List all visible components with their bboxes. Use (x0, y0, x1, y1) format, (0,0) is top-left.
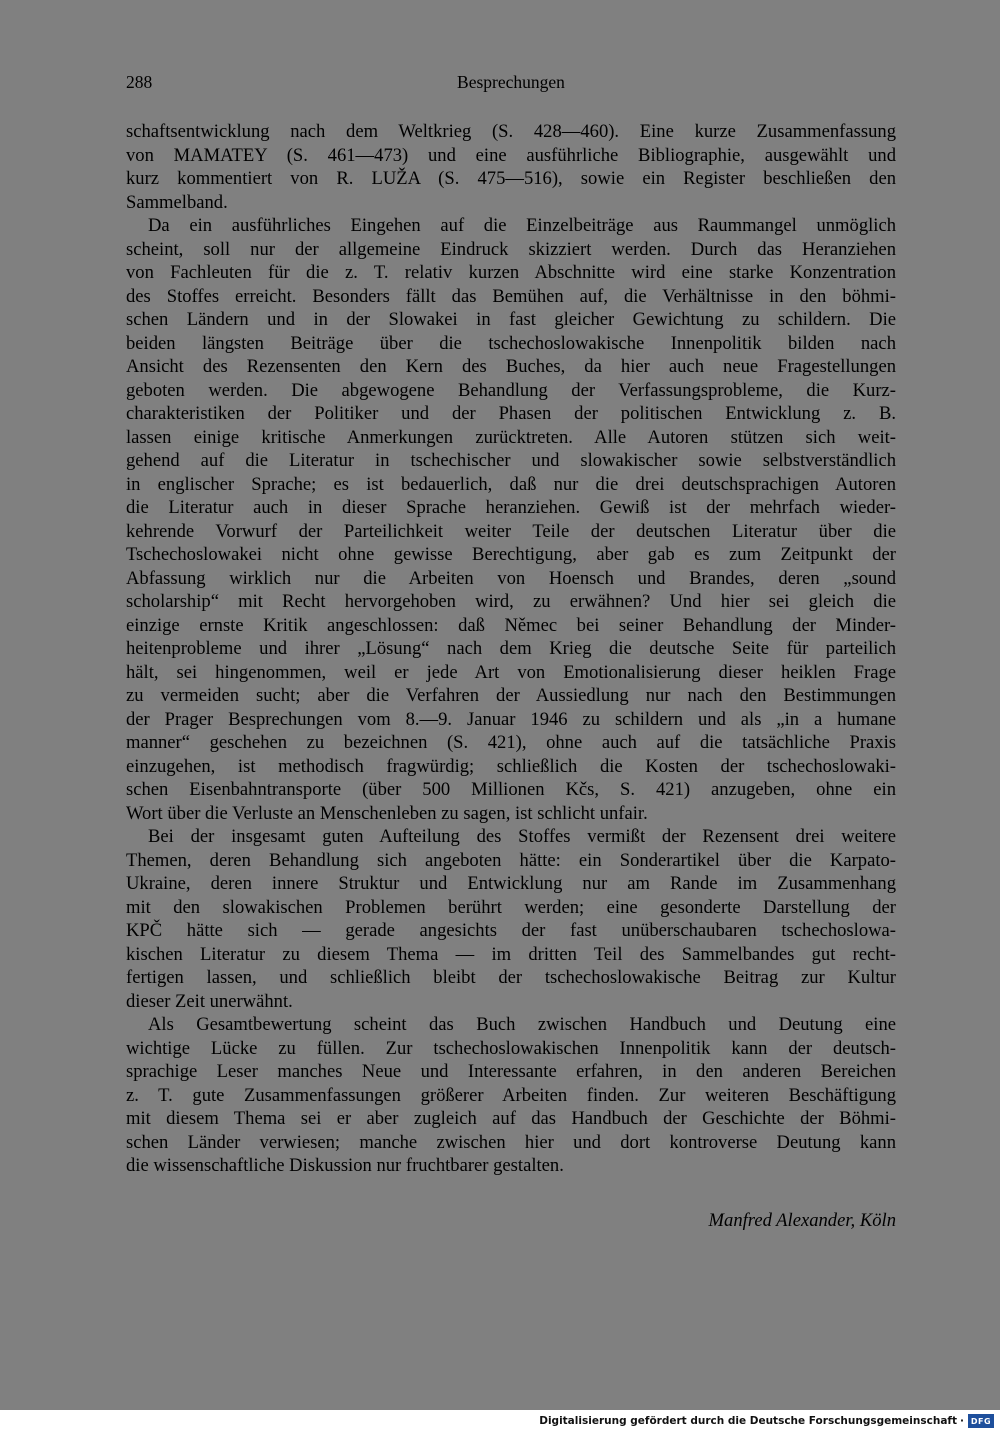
text-line: schen Länder verwiesen; manche zwischen hier und dort kontroverse Deutung kann (126, 1131, 896, 1153)
text-line: scholarship“ mit Recht hervorgehoben wird, zu erwähnen? Und hier sei gleich die (126, 591, 896, 612)
text-line: KPČ hätte sich — gerade angesichts der fast unüberschaubaren tschechoslowa- (126, 920, 896, 941)
text-line: sprachige Leser manches Neue und Interessante erfahren, in den anderen Bereichen (126, 1061, 896, 1082)
text-line: kurz kommentiert von R. LUŽA (S. 475—516), sowie ein Register beschließen den (126, 168, 896, 189)
paragraph (126, 214, 896, 825)
text-line: scheint, soll nur der allgemeine Eindruck skizziert werden. Durch das Heranziehen (126, 238, 896, 260)
text-line: schaftsentwicklung nach dem Weltkrieg (S. 428—460). Eine kurze Zusammenfassung (126, 121, 896, 142)
paragraph (126, 1013, 896, 1178)
text-line: gehend auf die Literatur in tschechischer und slowakischer sowie selbstverständlich (126, 450, 896, 471)
text-line: die wissenschaftliche Diskussion nur fruchtbarer gestalten. (126, 1155, 564, 1176)
text-line: manner“ geschehen zu bezeichnen (S. 421), ohne auch auf die tatsächliche Praxis (126, 732, 896, 753)
text-line: z. T. gute Zusammenfassungen größerer Arbeiten finden. Zur weiteren Beschäftigung (126, 1084, 896, 1106)
text-line: wichtige Lücke zu füllen. Zur tschechoslowakischen Innenpolitik kann der deutsch- (126, 1037, 896, 1059)
footer-separator: · (960, 1415, 964, 1427)
article-body (126, 120, 896, 1178)
page-header (126, 72, 896, 98)
text-line: schen Eisenbahntransporte (über 500 Millionen Kčs, S. 421) anzugeben, ohne ein (126, 779, 896, 800)
text-line: einzugehen, ist methodisch fragwürdig; schließlich die Kosten der tschechoslowaki- (126, 755, 896, 777)
text-line: dieser Zeit unerwähnt. (126, 990, 293, 1012)
text-line: Tschechoslowakei nicht ohne gewisse Berechtigung, aber gab es zum Zeitpunkt der (126, 544, 896, 565)
text-line: Ansicht des Rezensenten den Kern des Buches, da hier auch neue Fragestellungen (126, 356, 896, 377)
text-line: von MAMATEY (S. 461—473) und eine ausführliche Bibliographie, ausgewählt und (126, 144, 896, 166)
text-line: zu vermeiden sucht; aber die Verfahren der Aussiedlung nur nach den Bestimmungen (126, 685, 896, 706)
text-line: einzige ernste Kritik angeschlossen: daß Němec bei seiner Behandlung der Minder- (126, 614, 896, 636)
page-number: 288 (126, 72, 153, 92)
text-line: mit den slowakischen Problemen berührt werden; eine gesonderte Darstellung der (126, 896, 896, 918)
digitization-footer (539, 1412, 994, 1430)
dfg-logo-icon: DFG (968, 1414, 994, 1428)
running-head: Besprechungen (457, 72, 565, 92)
text-line: Da ein ausführliches Eingehen auf die Einzelbeiträge aus Raummangel unmöglich (148, 215, 896, 236)
text-line: schen Ländern und in der Slowakei in fast gleicher Gewichtung zu schildern. Die (126, 309, 896, 330)
text-line: mit diesem Thema sei er aber zugleich auf das Handbuch der Geschichte der Böhmi- (126, 1108, 896, 1129)
text-line: geboten werden. Die abgewogene Behandlung der Verfassungsprobleme, die Kurz- (126, 379, 896, 401)
text-line: Themen, deren Behandlung sich angeboten hätte: ein Sonderartikel über die Karpato- (126, 849, 896, 871)
text-line: kehrende Vorwurf der Parteilichkeit weiter Teile der deutschen Literatur über die (126, 520, 896, 542)
text-line: hält, sei hingenommen, weil er jede Art von Emotionalisierung dieser heiklen Frage (126, 661, 896, 683)
text-line: die Literatur auch in dieser Sprache heranziehen. Gewiß ist der mehrfach wieder- (126, 497, 896, 518)
funding-note: Digitalisierung gefördert durch die Deutsche Forschungsgemeinschaft (539, 1415, 957, 1427)
text-line: Als Gesamtbewertung scheint das Buch zwischen Handbuch und Deutung eine (148, 1014, 896, 1035)
text-line: Wort über die Verluste an Menschenleben zu sagen, ist schlicht unfair. (126, 802, 648, 824)
text-line: Sammelband. (126, 191, 228, 213)
paragraph (126, 120, 896, 214)
text-line: des Stoffes erreicht. Besonders fällt das Bemühen auf, die Verhältnisse in den böhmi- (126, 285, 896, 307)
text-line: fertigen lassen, und schließlich bleibt der tschechoslowakische Beitrag zur Kultur (126, 967, 896, 988)
text-line: der Prager Besprechungen vom 8.—9. Januar 1946 zu schildern und als „in a humane (126, 708, 896, 730)
text-line: heitenprobleme und ihrer „Lösung“ nach dem Krieg die deutsche Seite für parteilich (126, 638, 896, 659)
text-line: kischen Literatur zu diesem Thema — im dritten Teil des Sammelbandes gut recht- (126, 943, 896, 965)
text-line: von Fachleuten für die z. T. relativ kurzen Abschnitte wird eine starke Konzentration (126, 262, 896, 283)
text-line: in englischer Sprache; es ist bedauerlich, daß nur die drei deutschsprachigen Autoren (126, 473, 896, 495)
text-line: Abfassung wirklich nur die Arbeiten von Hoensch und Brandes, deren „sound (126, 567, 896, 589)
author-signature: Manfred Alexander, Köln (708, 1210, 896, 1231)
text-line: Bei der insgesamt guten Aufteilung des Stoffes vermißt der Rezensent drei weitere (148, 826, 896, 847)
text-line: beiden längsten Beiträge über die tschechoslowakische Innenpolitik bilden nach (126, 332, 896, 354)
paragraph (126, 825, 896, 1013)
text-line: lassen einige kritische Anmerkungen zurücktreten. Alle Autoren stützen sich weit- (126, 426, 896, 448)
text-line: Ukraine, deren innere Struktur und Entwicklung nur am Rande im Zusammenhang (126, 873, 896, 894)
text-line: charakteristiken der Politiker und der Phasen der politischen Entwicklung z. B. (126, 403, 896, 424)
